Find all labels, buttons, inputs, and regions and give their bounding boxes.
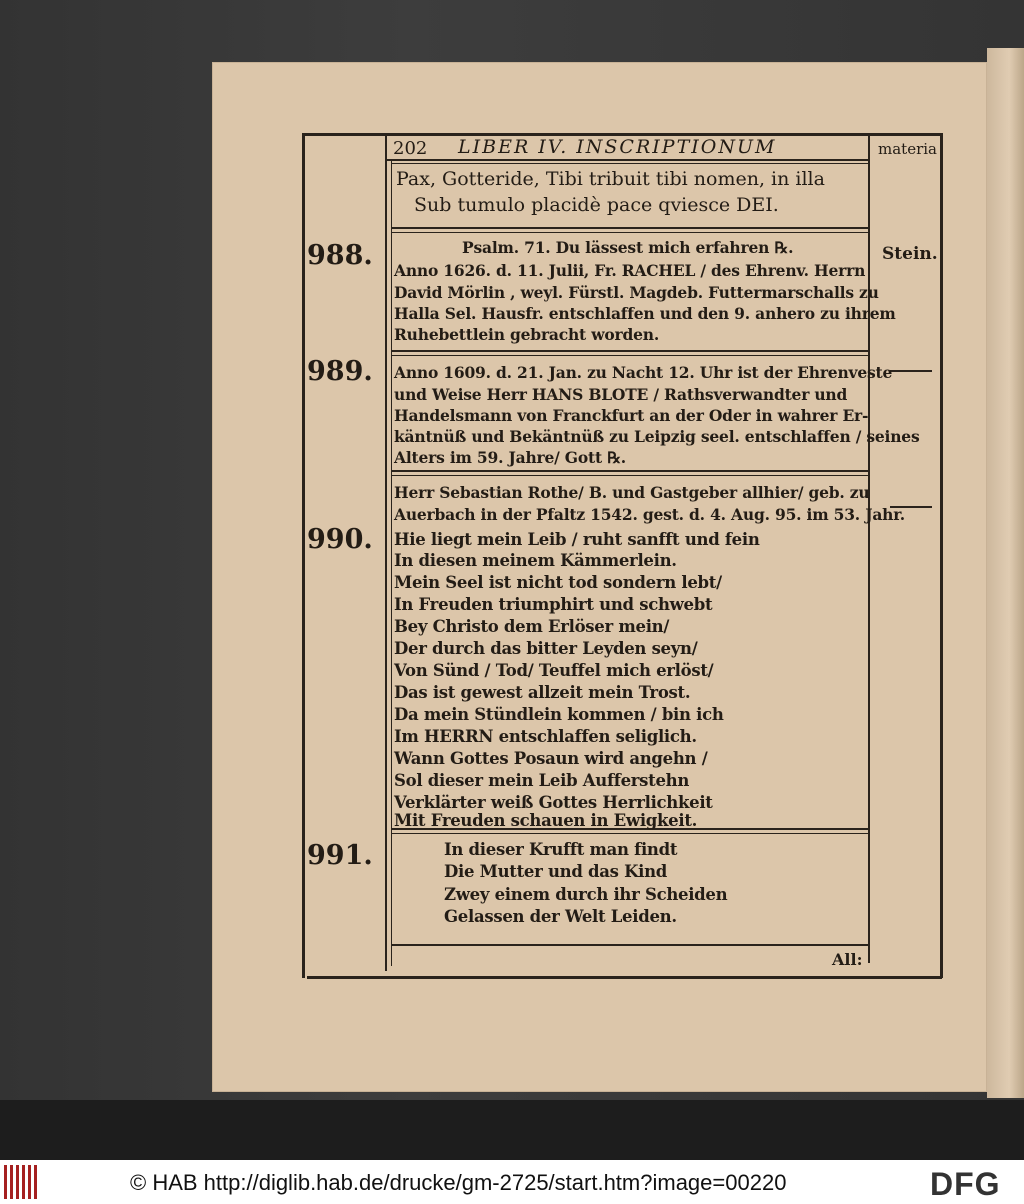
- number-column-rule: [385, 133, 387, 971]
- verse-990-8: Das ist gewest allzeit mein Trost.: [394, 683, 691, 702]
- verse-990-2: In diesen meinem Kämmerlein.: [394, 551, 677, 570]
- verse-990-13: Verklärter weiß Gottes Herrlichkeit: [394, 793, 713, 812]
- divider-990-b: [391, 475, 869, 476]
- entry-989-line-2: und Weise Herr HANS BLOTE / Rathsverwandter und: [394, 385, 848, 404]
- verse-990-9: Da mein Stündlein kommen / bin ich: [394, 705, 724, 724]
- entry-number-989: 989.: [307, 356, 373, 387]
- divider-990: [391, 470, 869, 472]
- entry-988-line-2: Anno 1626. d. 11. Julii, Fr. RACHEL / des Ehrenv. Herrn: [394, 261, 866, 280]
- entry-988-line-4: Halla Sel. Hausfr. entschlaffen und den 9. anhero zu ihrem: [394, 304, 896, 323]
- verse-990-4: In Freuden triumphirt und schwebt: [394, 595, 713, 614]
- header-underline: [387, 159, 870, 161]
- verse-991-1: In dieser Krufft man findt: [444, 840, 678, 859]
- divider-988: [391, 227, 869, 229]
- next-page-edge: [987, 48, 1024, 1098]
- materia-988: Stein.: [882, 244, 938, 264]
- verse-990-12: Sol dieser mein Leib Aufferstehn: [394, 771, 690, 790]
- catchword: All:: [832, 950, 863, 969]
- running-head: LIBER IV. INSCRIPTIONUM: [458, 136, 777, 158]
- scanner-bed: [0, 1100, 1024, 1160]
- materia-column-header: materia: [878, 140, 937, 158]
- text-inner-left-rule: [391, 160, 392, 966]
- entry-989-line-1: Anno 1609. d. 21. Jan. zu Nacht 12. Uhr ist der Ehrenveste: [394, 363, 893, 382]
- bottom-rule: [307, 976, 942, 979]
- verse-990-11: Wann Gottes Posaun wird angehn /: [394, 749, 708, 768]
- entry-number-990: 990.: [307, 524, 373, 555]
- page-number: 202: [393, 138, 428, 159]
- latin-line-1: Pax, Gotteride, Tibi tribuit tibi nomen, in illa: [396, 168, 825, 190]
- divider-989: [391, 350, 869, 352]
- copyright-link[interactable]: © HAB http://diglib.hab.de/drucke/gm-2725/start.htm?image=00220: [130, 1170, 787, 1195]
- entry-990-line-1: Herr Sebastian Rothe/ B. und Gastgeber allhier/ geb. zu: [394, 483, 870, 502]
- verse-990-7: Von Sünd / Tod/ Teuffel mich erlöst/: [394, 661, 714, 680]
- divider-991-b: [391, 833, 869, 834]
- entry-989-line-4: käntnüß und Bekäntnüß zu Leipzig seel. entschlaffen / seines: [394, 427, 920, 446]
- hab-barcode-logo: [4, 1165, 46, 1199]
- entry-990-line-2: Auerbach in der Pfaltz 1542. gest. d. 4. Aug. 95. im 53. Jahr.: [394, 505, 905, 524]
- verse-991-4: Gelassen der Welt Leiden.: [444, 907, 677, 926]
- divider-989-b: [391, 355, 869, 356]
- entry-989-line-3: Handelsmann von Franckfurt an der Oder in wahrer Er-: [394, 406, 869, 425]
- verse-990-3: Mein Seel ist nicht tod sondern lebt/: [394, 573, 722, 592]
- right-outer-rule: [940, 133, 943, 978]
- verse-990-1: Hie liegt mein Leib / ruht sanfft und fein: [394, 530, 760, 549]
- entry-number-988: 988.: [307, 240, 373, 271]
- verse-990-10: Im HERRN entschlaffen seliglich.: [394, 727, 697, 746]
- entry-988-line-5: Ruhebettlein gebracht worden.: [394, 325, 660, 344]
- entry-number-991: 991.: [307, 840, 373, 871]
- verse-991-2: Die Mutter und das Kind: [444, 862, 668, 881]
- verse-990-5: Bey Christo dem Erlöser mein/: [394, 617, 670, 636]
- dfg-logo: DFG: [930, 1166, 1001, 1202]
- entry-988-line-3: David Mörlin , weyl. Fürstl. Magdeb. Futtermarschalls zu: [394, 283, 879, 302]
- latin-line-2: Sub tumulo placidè pace qviesce DEI.: [414, 194, 779, 216]
- entry-989-line-5: Alters im 59. Jahre/ Gott ℞.: [394, 448, 626, 467]
- verse-990-14: Mit Freuden schauen in Ewigkeit.: [394, 811, 698, 830]
- left-outer-rule: [302, 133, 305, 978]
- materia-989-dash: [890, 370, 932, 372]
- catchword-rule: [391, 944, 869, 946]
- divider-988-b: [391, 232, 869, 233]
- latin-box-top: [391, 163, 869, 164]
- verse-990-6: Der durch das bitter Leyden seyn/: [394, 639, 698, 658]
- entry-988-line-1: Psalm. 71. Du lässest mich erfahren ℞.: [462, 238, 794, 257]
- text-right-rule: [868, 133, 870, 963]
- verse-991-3: Zwey einem durch ihr Scheiden: [444, 885, 728, 904]
